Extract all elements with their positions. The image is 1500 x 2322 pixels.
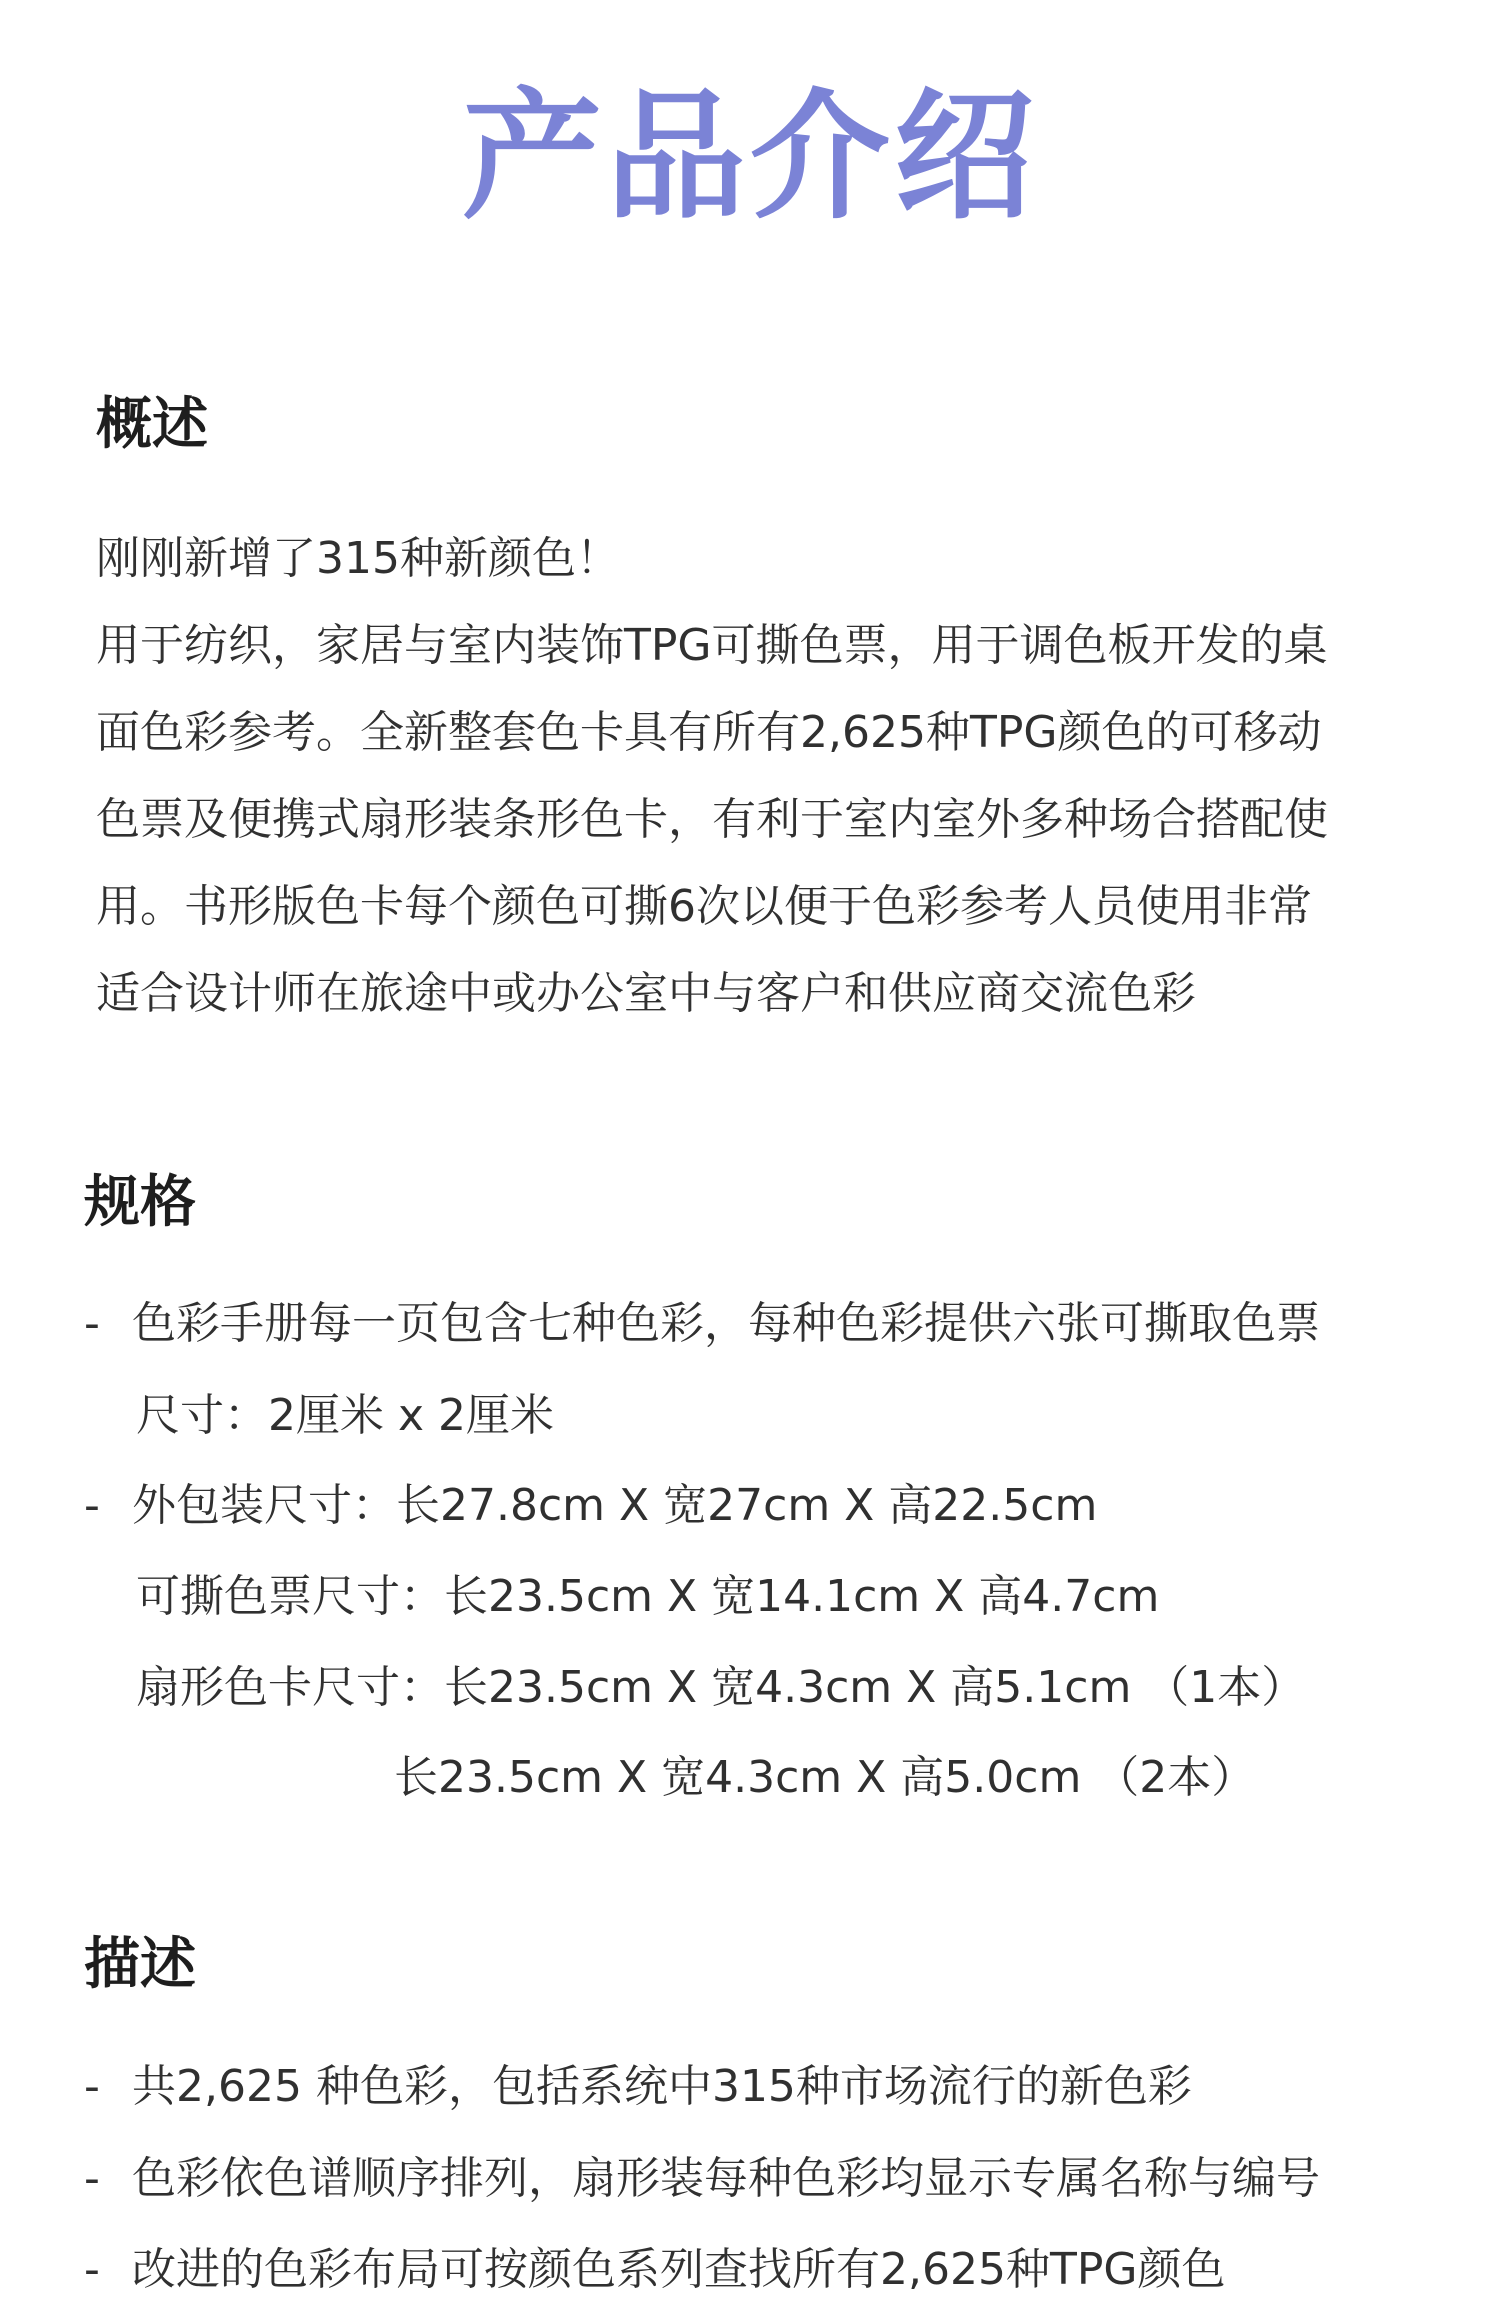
description-heading: 描述 (84, 1932, 196, 1997)
spec-item-fan-size-1: 扇形色卡尺寸：长23.5cm X 宽4.3cm X 高5.1cm （1本） (136, 1662, 1306, 1713)
specs-heading: 规格 (84, 1170, 196, 1235)
bullet-dash: - (84, 2153, 100, 2204)
page-title: 产品介绍 (461, 76, 1038, 239)
spec-item-chip-size: 尺寸：2厘米 x 2厘米 (136, 1390, 554, 1441)
overview-line: 适合设计师在旅途中或办公室中与客户和供应商交流色彩 (96, 968, 1196, 1019)
overview-line: 色票及便携式扇形装条形色卡，有利于室内室外多种场合搭配使 (96, 794, 1328, 845)
overview-paragraph (96, 515, 1426, 1037)
spec-item-tearout-size: 可撕色票尺寸：长23.5cm X 宽14.1cm X 高4.7cm (136, 1571, 1160, 1622)
bullet-dash: - (84, 2061, 100, 2112)
bullet-dash: - (84, 2244, 100, 2295)
overview-line: 刚刚新增了315种新颜色！ (96, 533, 620, 584)
spec-item-fan-size-2: 长23.5cm X 宽4.3cm X 高5.0cm （2本） (394, 1752, 1256, 1803)
overview-line: 用。书形版色卡每个颜色可撕6次以便于色彩参考人员使用非常 (96, 881, 1312, 932)
bullet-dash: - (84, 1298, 100, 1349)
description-item: 共2,625 种色彩，包括系统中315种市场流行的新色彩 (132, 2061, 1192, 2112)
overview-line: 面色彩参考。全新整套色卡具有所有2,625种TPG颜色的可移动 (96, 707, 1322, 758)
description-item: 色彩依色谱顺序排列，扇形装每种色彩均显示专属名称与编号 (132, 2153, 1320, 2204)
spec-item-package-size: 外包装尺寸：长27.8cm X 宽27cm X 高22.5cm (132, 1480, 1098, 1531)
bullet-dash: - (84, 1480, 100, 1531)
overview-line: 用于纺织，家居与室内装饰TPG可撕色票，用于调色板开发的桌 (96, 620, 1328, 671)
overview-heading: 概述 (96, 392, 208, 457)
spec-item-pages: 色彩手册每一页包含七种色彩，每种色彩提供六张可撕取色票 (132, 1298, 1320, 1349)
description-item: 改进的色彩布局可按颜色系列查找所有2,625种TPG颜色 (132, 2244, 1226, 2295)
